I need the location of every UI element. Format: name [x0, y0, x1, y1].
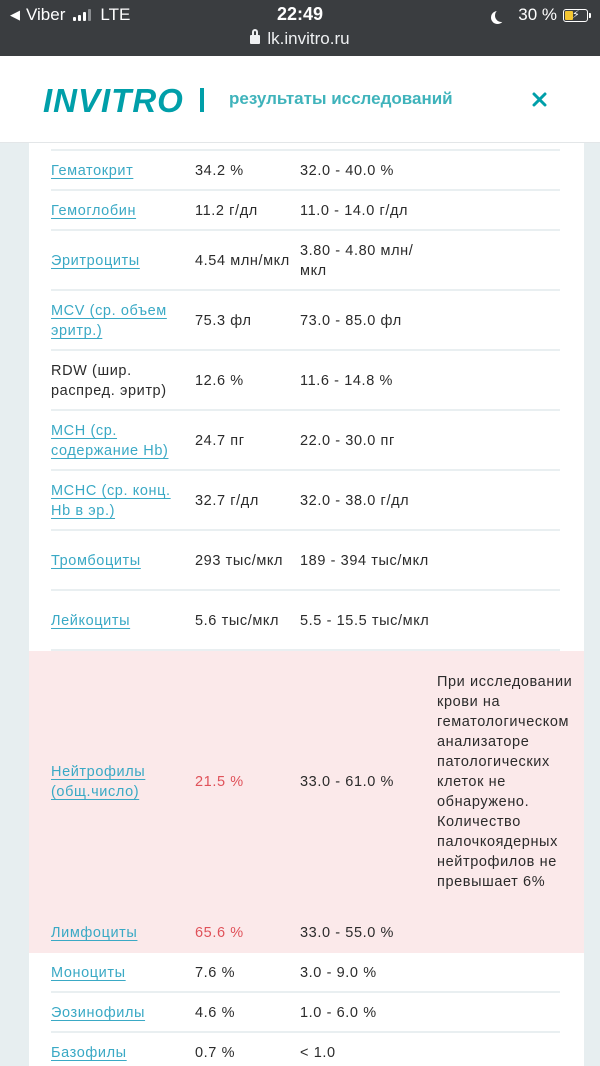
clock: 22:49 [276, 4, 324, 24]
lock-icon [250, 35, 260, 44]
back-to-app-icon[interactable]: ◀ [10, 7, 20, 22]
result-value: 21.5 % [195, 774, 244, 790]
reference-range: 1.0 - 6.0 % [300, 1005, 377, 1021]
reference-range: 32.0 - 38.0 г/дл [300, 493, 410, 509]
test-name-link[interactable]: Нейтрофилы (общ.число) [51, 764, 146, 800]
table-row [29, 191, 584, 231]
reference-range-cell [300, 151, 430, 191]
reference-range-cell [300, 411, 430, 471]
result-value-cell [195, 411, 295, 471]
test-name-link-cell [51, 471, 191, 531]
test-name-link-cell [51, 231, 191, 291]
result-value-cell [195, 953, 295, 993]
table-row [29, 651, 584, 913]
result-value: 34.2 % [195, 163, 244, 179]
reference-range-cell [300, 471, 430, 531]
reference-range: 22.0 - 30.0 пг [300, 433, 395, 449]
result-value: 65.6 % [195, 925, 244, 941]
test-name: RDW (шир. распред. эритр) [51, 363, 167, 399]
table-row [29, 591, 584, 651]
test-name-link-cell [51, 953, 191, 993]
close-button[interactable] [526, 86, 552, 112]
result-value: 24.7 пг [195, 433, 245, 449]
test-name-link[interactable]: Гемоглобин [51, 203, 137, 219]
reference-range-cell [300, 993, 430, 1033]
test-name-link-cell [51, 531, 191, 591]
url-text: lk.invitro.ru [267, 29, 350, 48]
table-row [29, 913, 584, 953]
address-bar[interactable] [0, 29, 600, 49]
test-name-link-cell [51, 1033, 191, 1066]
result-comment-cell [437, 651, 577, 913]
reference-range-cell [300, 351, 430, 411]
result-value: 32.7 г/дл [195, 493, 259, 509]
reference-range-cell [300, 191, 430, 231]
result-value: 7.6 % [195, 965, 236, 981]
table-row [29, 531, 584, 591]
result-value-cell [195, 291, 295, 351]
reference-range-cell [300, 953, 430, 993]
reference-range-cell [300, 531, 430, 591]
reference-range-cell [300, 231, 430, 291]
test-name-link-cell [51, 651, 191, 913]
table-row [29, 411, 584, 471]
test-name-link[interactable]: Базофилы [51, 1045, 127, 1061]
result-value-cell [195, 913, 295, 953]
reference-range-cell [300, 913, 430, 953]
test-name-link-cell [51, 411, 191, 471]
app-header [0, 56, 600, 143]
test-name-link-cell [51, 913, 191, 953]
result-value-cell [195, 471, 295, 531]
invitro-logo[interactable]: INVITRO [43, 82, 184, 119]
table-row [29, 351, 584, 411]
status-right [491, 5, 588, 25]
reference-range: 73.0 - 85.0 фл [300, 313, 402, 329]
test-name-link-cell [51, 993, 191, 1033]
battery-percent: 30 % [518, 5, 557, 24]
reference-range: 32.0 - 40.0 % [300, 163, 395, 179]
result-value-cell [195, 191, 295, 231]
table-row-top-partial [29, 143, 584, 151]
test-name-link[interactable]: MCH (ср. содержание Hb) [51, 423, 169, 459]
test-name-link[interactable]: Эритроциты [51, 253, 140, 269]
table-row [29, 993, 584, 1033]
test-name-link[interactable]: Моноциты [51, 965, 126, 981]
battery-icon: ⚡ [563, 9, 588, 22]
result-value: 0.7 % [195, 1045, 236, 1061]
test-name-link[interactable]: MCV (ср. объем эритр.) [51, 303, 167, 339]
test-name-link[interactable]: Лейкоциты [51, 613, 131, 629]
test-name-cell [51, 351, 191, 411]
table-row [29, 953, 584, 993]
reference-range-cell [300, 651, 430, 913]
result-value-cell [195, 651, 295, 913]
result-value-cell [195, 591, 295, 651]
result-value: 11.2 г/дл [195, 203, 258, 219]
table-row [29, 231, 584, 291]
test-name-link-cell [51, 291, 191, 351]
test-name-link[interactable]: Лимфоциты [51, 925, 138, 941]
reference-range-cell [300, 591, 430, 651]
result-value: 4.6 % [195, 1005, 236, 1021]
result-value: 75.3 фл [195, 313, 252, 329]
reference-range-cell [300, 1033, 430, 1066]
test-name-link-cell [51, 151, 191, 191]
reference-range: 3.0 - 9.0 % [300, 965, 377, 981]
reference-range: 5.5 - 15.5 тыс/мкл [300, 613, 430, 629]
reference-range: 33.0 - 55.0 % [300, 925, 395, 941]
result-value-cell [195, 231, 295, 291]
test-name-link[interactable]: MCHC (ср. конц. Hb в эр.) [51, 483, 171, 519]
table-row [29, 291, 584, 351]
back-app-label[interactable]: Viber [26, 5, 66, 24]
test-name-link-cell [51, 191, 191, 231]
result-value-cell [195, 993, 295, 1033]
result-value-cell [195, 531, 295, 591]
reference-range: 3.80 - 4.80 млн/мкл [300, 243, 414, 279]
moon-icon [495, 9, 508, 22]
reference-range: < 1.0 [300, 1045, 336, 1061]
reference-range: 33.0 - 61.0 % [300, 774, 395, 790]
test-name-link[interactable]: Эозинофилы [51, 1005, 146, 1021]
result-value: 12.6 % [195, 373, 244, 389]
results-table [29, 143, 584, 1066]
network-label: LTE [100, 5, 131, 24]
result-value: 4.54 млн/мкл [195, 253, 290, 269]
test-name-link[interactable]: Тромбоциты [51, 553, 141, 569]
status-bar [0, 0, 600, 56]
test-name-link[interactable]: Гематокрит [51, 163, 134, 179]
result-value: 5.6 тыс/мкл [195, 613, 280, 629]
page-subtitle: результаты исследований [229, 89, 453, 108]
result-value-cell [195, 1033, 295, 1066]
result-value: 293 тыс/мкл [195, 553, 284, 569]
reference-range-cell [300, 291, 430, 351]
table-row [29, 1033, 584, 1066]
result-comment: При исследовании крови на гематологическом анализаторе патологических клеток не обнаружено. Количество палочкоядерных нейтрофилов не превышает 6% [437, 674, 573, 890]
reference-range: 189 - 394 тыс/мкл [300, 553, 429, 569]
test-name-link-cell [51, 591, 191, 651]
table-row [29, 471, 584, 531]
result-value-cell [195, 151, 295, 191]
logo-divider [200, 88, 204, 112]
reference-range: 11.0 - 14.0 г/дл [300, 203, 409, 219]
result-value-cell [195, 351, 295, 411]
reference-range: 11.6 - 14.8 % [300, 373, 393, 389]
table-row [29, 151, 584, 191]
results-area[interactable] [0, 143, 600, 1066]
close-icon [532, 92, 547, 107]
